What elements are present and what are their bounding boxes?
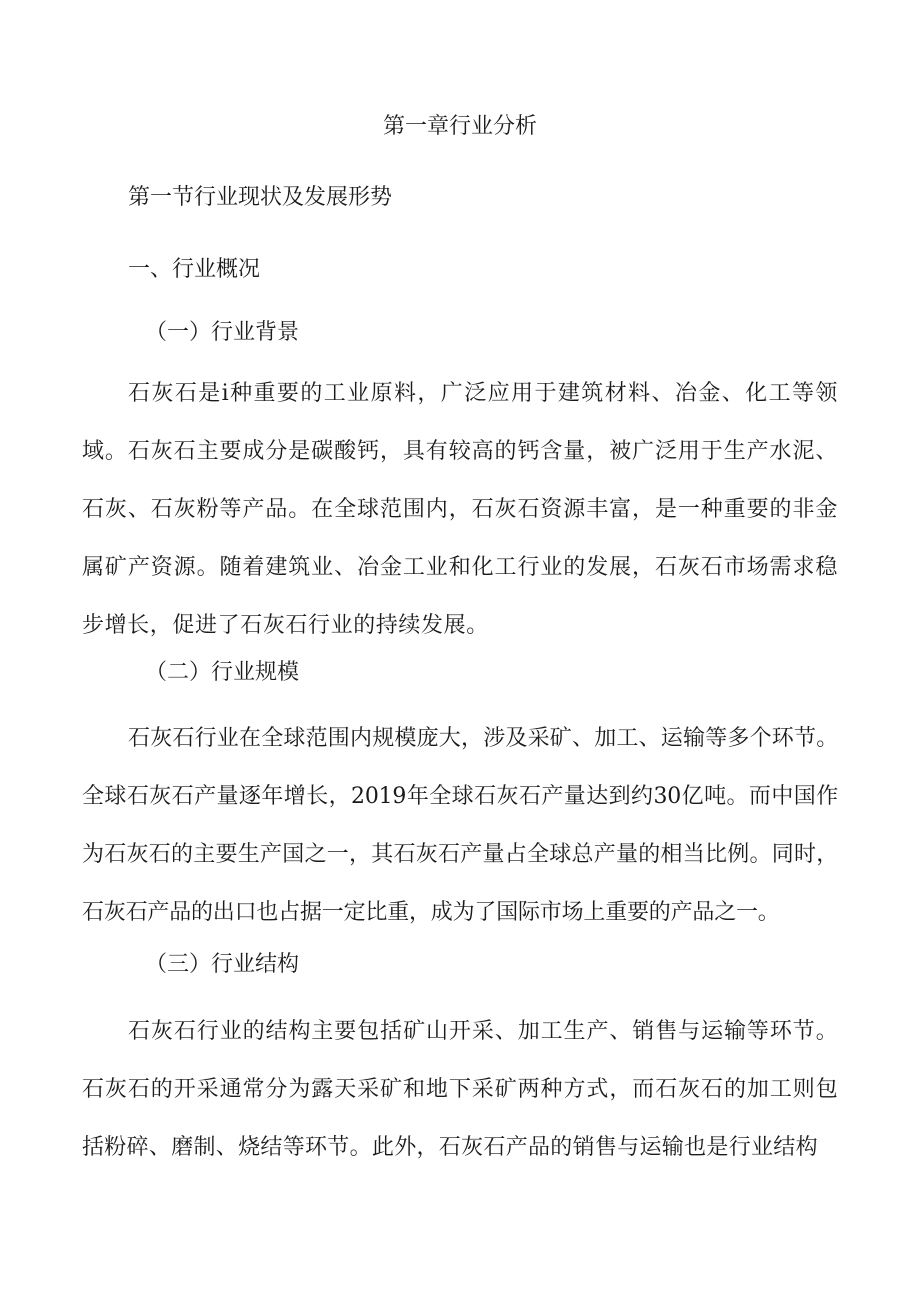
paragraph-industry-scale: 石灰石行业在全球范围内规模庞大，涉及采矿、加工、运输等多个环节。全球石灰石产量逐年增长，2019年全球石灰石产量达到约30亿吨。而中国作为石灰石的主要生产国之一，其石灰石产量占全球总产量的相当比例。同时，石灰石产品的出口也占据一定比重，成为了国际市场上重要的产品之一。	[82, 726, 838, 925]
heading-industry-overview: 一、行业概况	[128, 257, 261, 282]
subheading-industry-structure: （三）行业结构	[145, 952, 300, 977]
paragraph-industry-background: 石灰石是i种重要的工业原料，广泛应用于建筑材料、冶金、化工等领域。石灰石主要成分是碳酸钙，具有较高的钙含量，被广泛用于生产水泥、石灰、石灰粉等产品。在全球范围内，石灰石资源丰富，是一种重要的非金属矿产资源。随着建筑业、冶金工业和化工行业的发展，石灰石市场需求稳步增长，促进了石灰石行业的持续发展。	[82, 381, 838, 638]
section-title: 第一节行业现状及发展形势	[128, 185, 393, 210]
subheading-industry-background: （一）行业背景	[145, 320, 300, 345]
subheading-industry-scale: （二）行业规模	[145, 660, 300, 685]
paragraph-industry-structure: 石灰石行业的结构主要包括矿山开采、加工生产、销售与运输等环节。石灰石的开采通常分为露天采矿和地下采矿两种方式，而石灰石的加工则包括粉碎、磨制、烧结等环节。此外，石灰石产品的销售与运输也是行业结构	[82, 1019, 838, 1160]
chapter-title: 第一章行业分析	[382, 114, 537, 139]
